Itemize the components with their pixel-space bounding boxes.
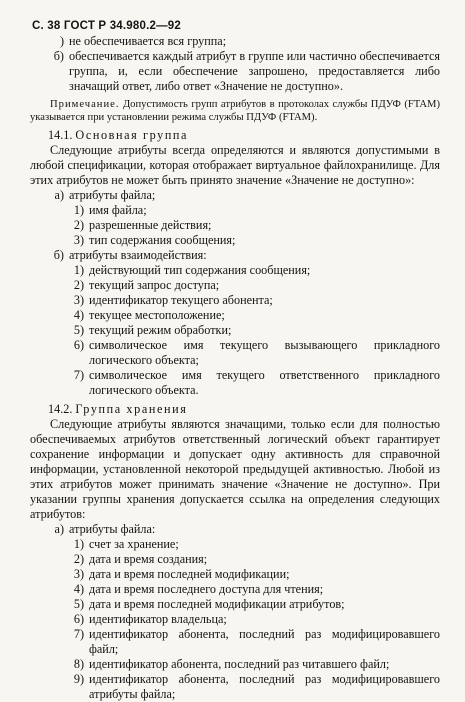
list-item — [30, 233, 440, 248]
list-item — [30, 368, 440, 398]
item-number: 7) — [73, 627, 84, 641]
item-text: идентификатор владельца; — [89, 612, 227, 626]
item-number: ) — [59, 34, 64, 48]
item-text: дата и время последней модификации; — [89, 567, 290, 581]
list-item — [30, 323, 440, 338]
item-number: 3) — [73, 233, 84, 247]
list-item — [30, 597, 440, 612]
item-number: 9) — [73, 672, 84, 686]
list-item — [30, 552, 440, 567]
item-text: текущий запрос доступа; — [89, 278, 220, 292]
item-number: 4) — [73, 582, 84, 596]
item-number: 6) — [73, 338, 84, 352]
item-text: тип содержания сообщения; — [89, 233, 236, 247]
item-number: 3) — [73, 293, 84, 307]
item-number: б) — [53, 49, 64, 63]
list-item — [30, 612, 440, 627]
item-text: дата и время последней модификации атрибутов; — [89, 597, 345, 611]
list-item — [30, 627, 440, 657]
list-item — [30, 293, 440, 308]
list-item — [30, 567, 440, 582]
list-item — [30, 188, 440, 203]
item-number: 2) — [73, 218, 84, 232]
item-text: счет за хранение; — [89, 537, 179, 551]
note-label: Примечание. — [50, 99, 120, 110]
note-text: Допустимость групп атрибутов в протоколах службы ПДУФ (FTAM) указывается при установлении режима службы ПДУФ (FTAM). — [30, 99, 440, 123]
item-number: 1) — [73, 537, 84, 551]
paragraph: Следующие атрибуты всегда определяются и являются допустимыми в любой спецификации, которая отображает виртуальное файлохранилище. Для этих атрибутов не может быть принято значение «Значение не доступно»: — [30, 143, 440, 187]
item-number: а) — [54, 188, 64, 202]
item-number: 5) — [73, 597, 84, 611]
item-text: атрибуты взаимодействия: — [69, 248, 207, 262]
item-number: 1) — [73, 203, 84, 217]
list-item — [30, 672, 440, 702]
item-number: 6) — [73, 612, 84, 626]
list-item — [30, 278, 440, 293]
list-item — [30, 203, 440, 218]
section-number: 14.1. — [48, 128, 73, 142]
list-item — [30, 657, 440, 672]
list-item — [30, 248, 440, 263]
item-text: идентификатор абонента, последний раз модифицировавшего файл; — [89, 627, 440, 656]
list-item — [30, 537, 440, 552]
section-heading — [48, 128, 440, 143]
list-item — [30, 34, 440, 49]
item-text: символическое имя текущего ответственного прикладного логического объекта. — [89, 368, 440, 397]
item-text: дата и время последнего доступа для чтения; — [89, 582, 324, 596]
item-number: 8) — [73, 657, 84, 671]
item-text: текущий режим обработки; — [89, 323, 232, 337]
item-number: 2) — [73, 278, 84, 292]
item-number: 3) — [73, 567, 84, 581]
item-number: 5) — [73, 323, 84, 337]
item-text: дата и время создания; — [89, 552, 208, 566]
item-text: обеспечивается каждый атрибут в группе или частично обеспечивается группа, и, если обеспечение запрошено, предоставляется либо значащий ответ, либо ответ «Значение не доступно». — [69, 49, 440, 93]
list-item — [30, 218, 440, 233]
item-text: атрибуты файла; — [69, 188, 156, 202]
list-item — [30, 49, 440, 94]
section-title: Основная группа — [75, 128, 189, 142]
item-text: не обеспечивается вся группа; — [69, 34, 227, 48]
section-number: 14.2. — [48, 402, 73, 416]
item-text: имя файла; — [89, 203, 147, 217]
item-number: 7) — [73, 368, 84, 382]
item-text: символическое имя текущего вызывающего прикладного логического объекта; — [89, 338, 440, 367]
item-text: атрибуты файла: — [69, 522, 156, 536]
item-text: действующий тип содержания сообщения; — [89, 263, 311, 277]
list-item — [30, 308, 440, 323]
list-item — [30, 263, 440, 278]
item-number: 1) — [73, 263, 84, 277]
item-text: текущее местоположение; — [89, 308, 225, 322]
section-heading — [48, 402, 440, 417]
section-title: Группа хранения — [75, 402, 188, 416]
item-number: 4) — [73, 308, 84, 322]
item-number: 2) — [73, 552, 84, 566]
list-item — [30, 522, 440, 537]
item-number: а) — [54, 522, 64, 536]
item-text: разрешенные действия; — [89, 218, 212, 232]
item-number: б) — [53, 248, 64, 262]
note — [30, 98, 440, 124]
paragraph: Следующие атрибуты являются значащими, только если для полностью обеспечиваемых атрибутов ответственный логический объект гарантирует сохранение информации и допускает одну активность для справочной информации, установленной некоторой предыдущей активностью. Любой из этих атрибутов может принимать значение «Значение не доступно». При указании группы хранения допускается ссылка на определения следующих атрибутов: — [30, 417, 440, 521]
item-text: идентификатор текущего абонента; — [89, 293, 273, 307]
page — [30, 14, 440, 702]
item-text: идентификатор абонента, последний раз читавшего файл; — [89, 657, 390, 671]
list-item — [30, 582, 440, 597]
item-text: идентификатор абонента, последний раз модифицировавшего атрибуты файла; — [89, 672, 440, 701]
list-item — [30, 338, 440, 368]
page-header: С. 38 ГОСТ Р 34.980.2—92 — [32, 20, 181, 32]
